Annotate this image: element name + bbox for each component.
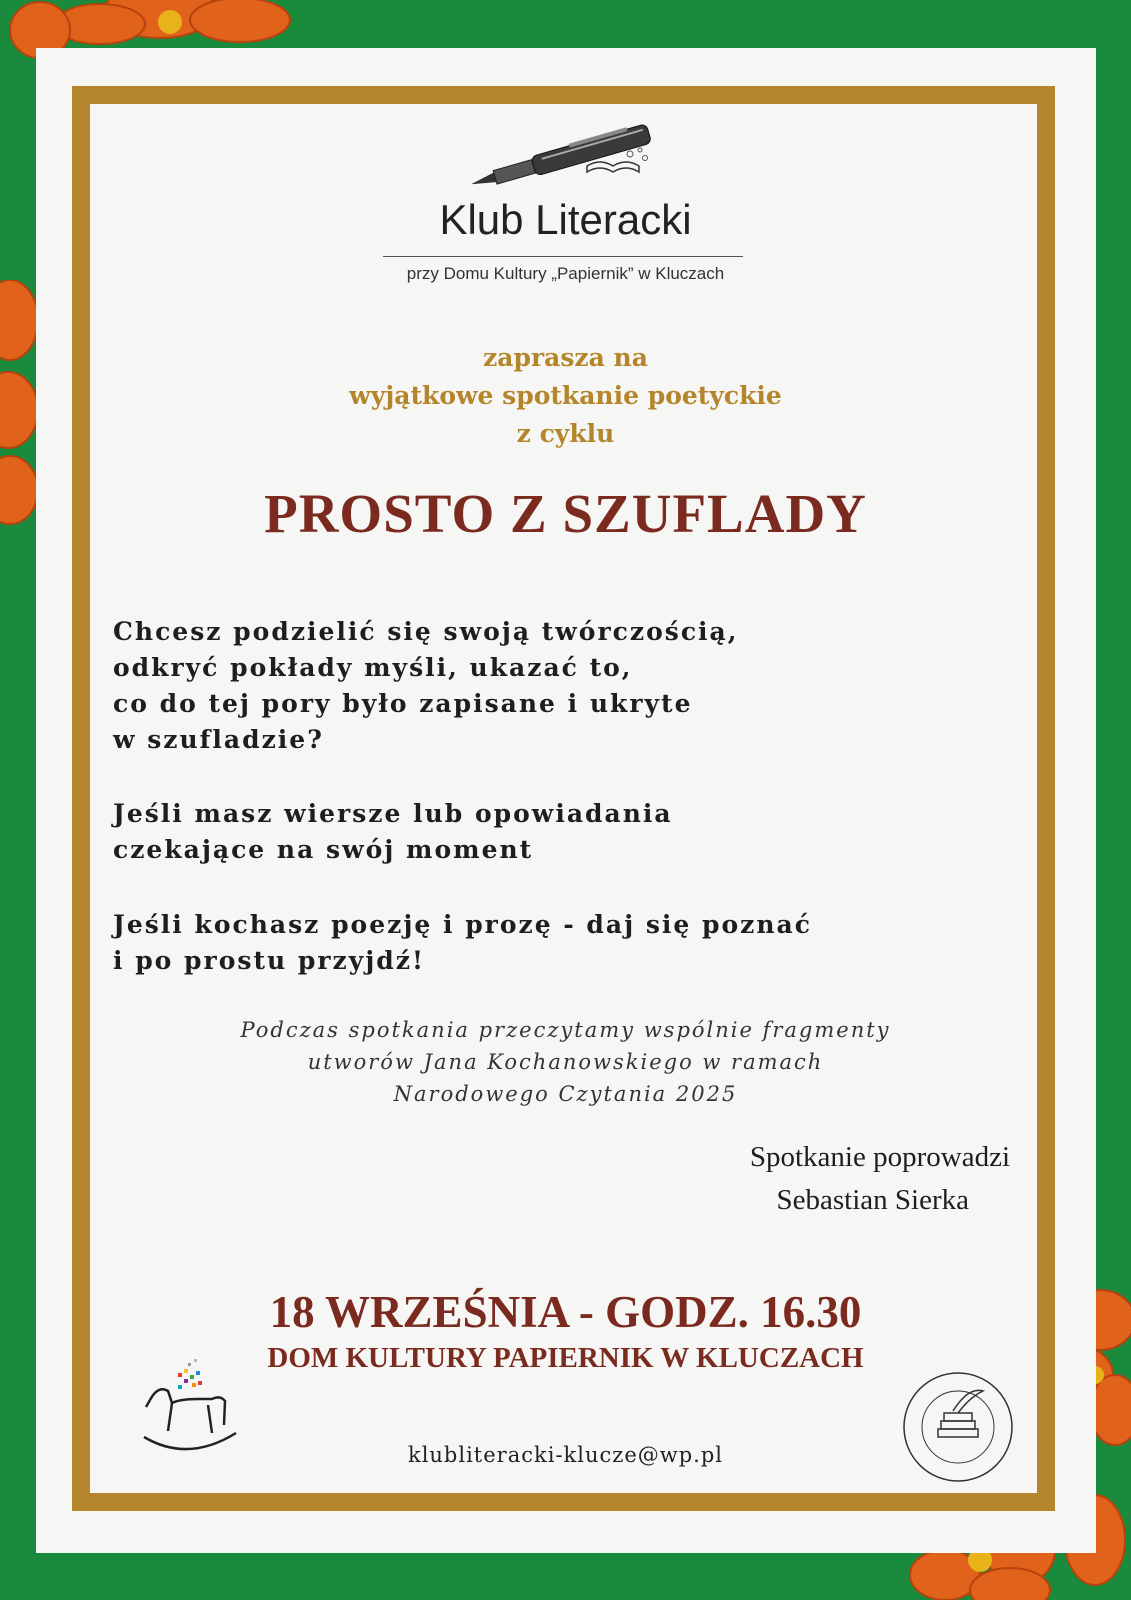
reading-note-line: Podczas spotkania przeczytamy wspólnie fragmenty — [240, 1018, 891, 1042]
body-text-line: w szufladzie? — [113, 725, 324, 754]
club-divider — [383, 256, 743, 257]
body-text-line: co do tej pory było zapisane i ukryte — [113, 689, 693, 718]
body-text-line: Jeśli kochasz poezję i prozę - daj się poznać — [113, 910, 812, 939]
contact-email[interactable]: klubliteracki-klucze@wp.pl — [407, 1443, 724, 1467]
reading-note-line: utworów Jana Kochanowskiego w ramach — [307, 1050, 824, 1074]
invitation-line: z cyklu — [516, 419, 615, 448]
event-title: PROSTO Z SZUFLADY — [264, 483, 867, 544]
invitation-line: wyjątkowe spotkanie poetyckie — [349, 381, 782, 410]
body-text-line: odkryć pokłady myśli, ukazać to, — [113, 653, 633, 682]
event-venue: DOM KULTURY PAPIERNIK W KLUCZACH — [267, 1342, 864, 1374]
body-text-line: Chcesz podzielić się swoją twórczością, — [113, 617, 739, 646]
body-text-line: Jeśli masz wiersze lub opowiadania — [113, 799, 673, 828]
club-name: Klub Literacki — [439, 196, 692, 243]
reading-note-line: Narodowego Czytania 2025 — [393, 1082, 738, 1106]
body-text-line: i po prostu przyjdź! — [113, 946, 425, 975]
body-text-line: czekające na swój moment — [113, 835, 534, 864]
host-label: Spotkanie poprowadzi — [749, 1141, 1010, 1173]
club-subtitle: przy Domu Kultury „Papiernik” w Kluczach — [406, 264, 725, 283]
invitation-line: zaprasza na — [483, 343, 648, 372]
library-stamp-logo — [898, 1367, 1018, 1487]
open-book-icon — [585, 146, 655, 176]
event-date-time: 18 WRZEŚNIA - GODZ. 16.30 — [269, 1287, 862, 1337]
host-name: Sebastian Sierka — [776, 1184, 969, 1216]
